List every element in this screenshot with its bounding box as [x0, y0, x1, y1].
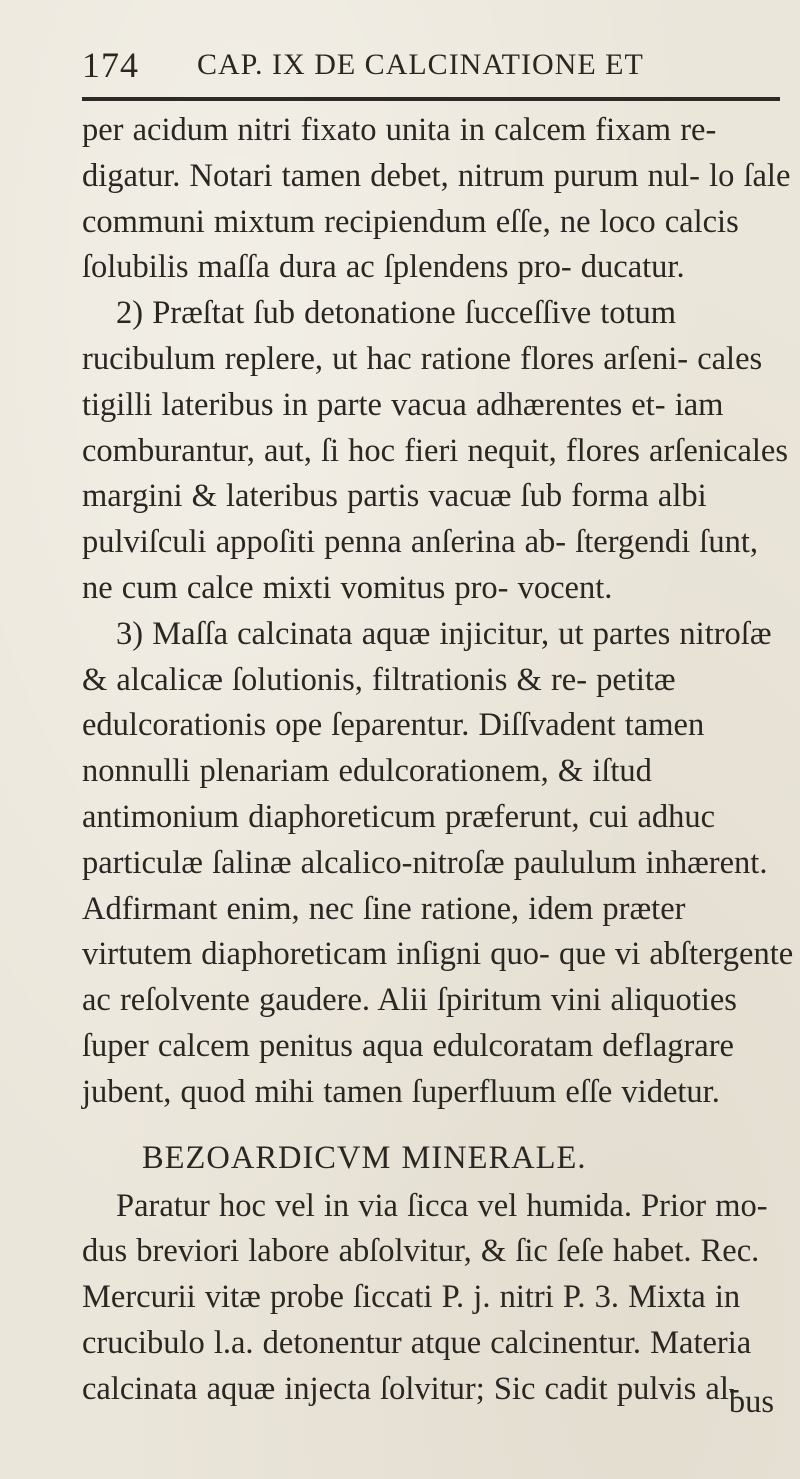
page-number: 174	[82, 45, 139, 85]
catchword: bus	[728, 1384, 774, 1420]
section-paragraph: Paratur hoc vel in via ſicca vel humida. Prior mo- dus breviori labore abſolvitur, & ſic ſeſe habet. Rec. Mercurii vitæ probe ſiccati P. j. nitri P. 3. Mixta in crucibulo l.a. detonentur atque calcinentur. Materia calcinata aquæ injecta ſolvitur; Sic cadit pulvis al-	[82, 1187, 768, 1407]
section-title: BEZOARDICVM MINERALE.	[142, 1139, 587, 1176]
paragraph-1: per acidum nitri fixato unita in calcem fixam re- digatur. Notari tamen debet, nitrum purum nul- lo ſale communi mixtum recipiendum eſſe, ne loco calcis ſolubilis maſſa dura ac ſplendens pro- ducatur.	[82, 112, 791, 286]
page-header	[82, 40, 782, 92]
body-text	[82, 108, 794, 1413]
running-title: CAP. IX DE CALCINATIONE ET	[197, 48, 644, 81]
paragraph-2: 2) Præſtat ſub detonatione ſucceſſive totum rucibulum replere, ut hac ratione flores arſeni- cales tigilli lateribus in parte vacua adhærentes et- iam comburantur, aut, ſi hoc fieri nequit, flores arſenicales margini & lateribus partis vacuæ ſub forma albi pulviſculi appoſiti penna anſerina ab- ſtergendi ſunt, ne cum calce mixti vomitus pro- vocent.	[82, 295, 788, 606]
paragraph-3: 3) Maſſa calcinata aquæ injicitur, ut partes nitroſæ & alcalicæ ſolutionis, filtrationis & re- petitæ edulcorationis ope ſeparentur. Diſſvadent tamen nonnulli plenariam edulcorationem, & iſtud antimonium diaphoreticum præferunt, cui adhuc particulæ ſalinæ alcalico-nitroſæ paululum inhærent. Adfirmant enim, nec ſine ratione, idem præter virtutem diaphoreticam inſigni quo- que vi abſtergente ac reſolvente gaudere. Alii ſpiritum vini aliquoties ſuper calcem penitus aqua edulcoratam deflagrare jubent, quod mihi tamen ſuperfluum eſſe videtur.	[82, 615, 794, 1110]
header-rule	[82, 97, 780, 101]
